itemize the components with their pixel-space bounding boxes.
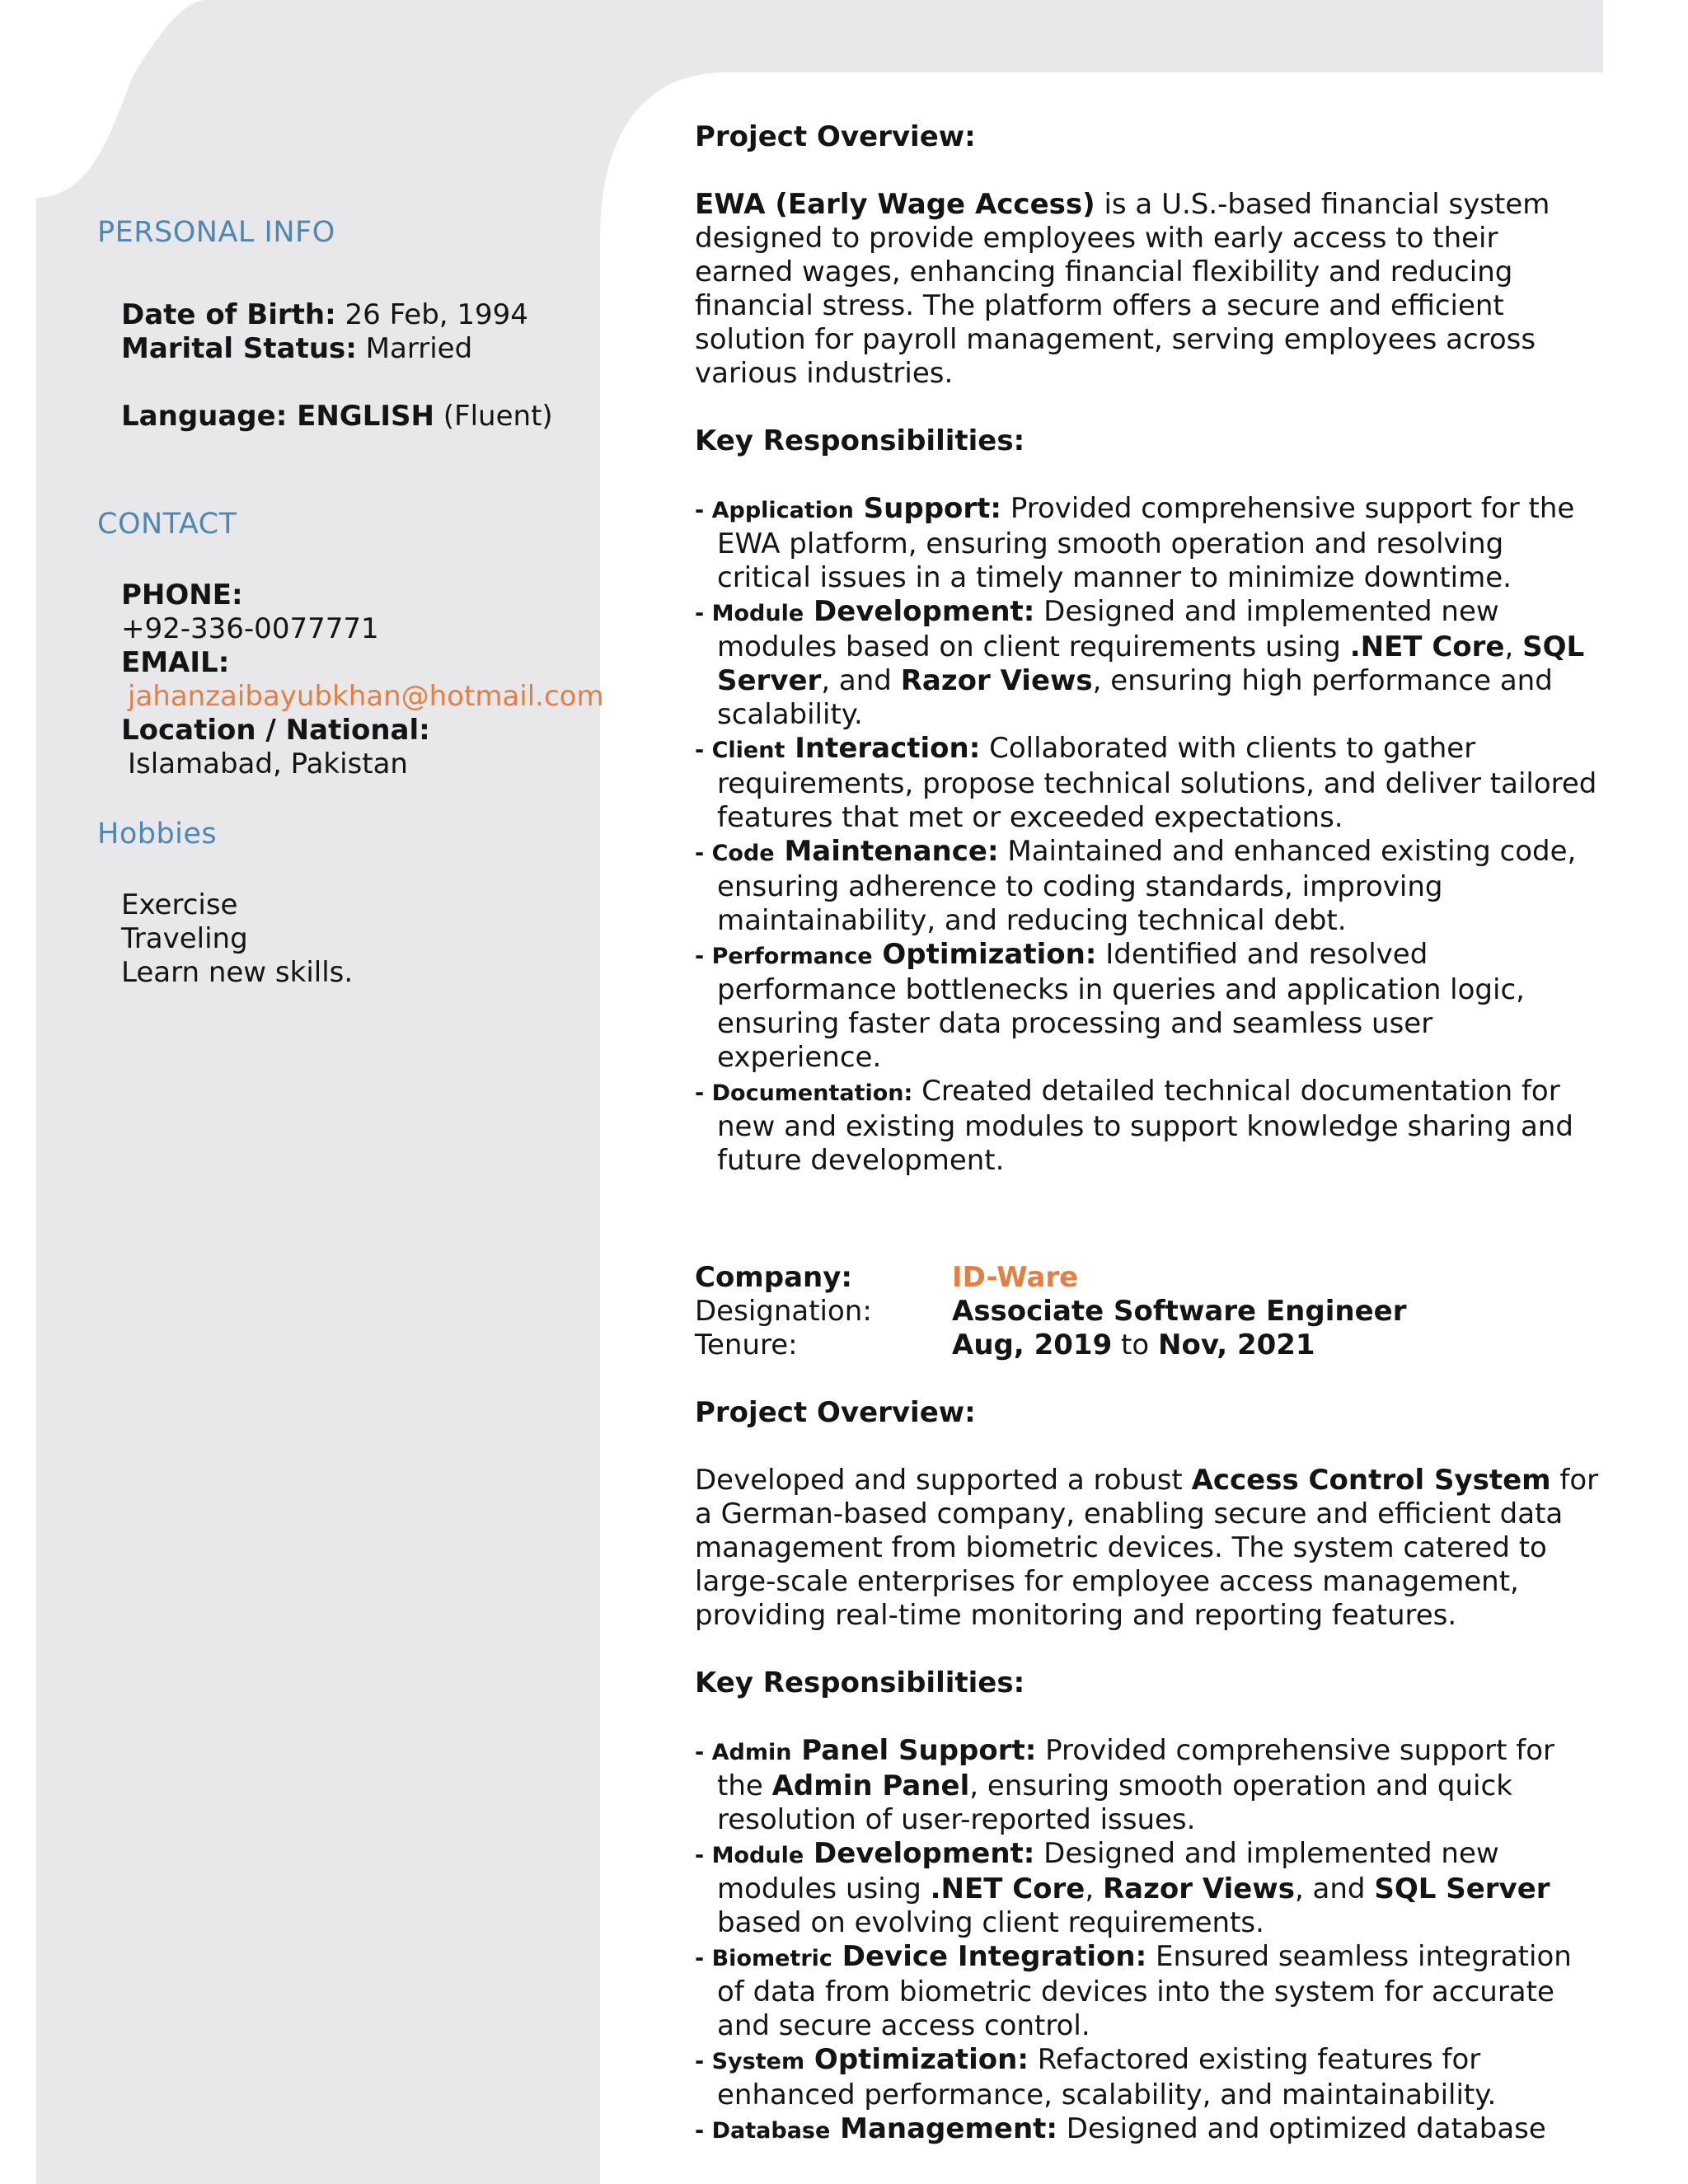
idware-overview-text [695, 1464, 1601, 1633]
list-item [695, 1734, 1601, 1837]
list-item [695, 492, 1601, 595]
resp-bold: SQL Server [717, 630, 1585, 697]
phone-value: +92-336-0077771 [121, 612, 379, 645]
list-item [695, 1075, 1601, 1178]
resp-text: Designed and implemented new modules based on client requirements using [717, 595, 1499, 663]
resp-title: Support: [853, 492, 1002, 525]
tenure-label: Tenure: [695, 1329, 798, 1361]
location-label: Location / National: [121, 714, 430, 747]
tenure-row [695, 1329, 1601, 1362]
resp-prefix: - Documentation: [695, 1080, 913, 1106]
resp-prefix: - Module [695, 1843, 804, 1868]
resp-title: Maintenance: [774, 835, 999, 868]
phone-label: PHONE: [121, 579, 243, 612]
tenure-from: Aug, 2019 [952, 1329, 1113, 1361]
resp-text: , and [821, 664, 901, 697]
sidebar [97, 216, 625, 990]
main-content [695, 120, 1601, 2148]
ewa-resp-list [695, 492, 1601, 1178]
contact-heading: CONTACT [97, 508, 237, 541]
hobby-item: Learn new skills. [121, 956, 354, 989]
designation-label: Designation: [695, 1295, 872, 1328]
designation-value: Associate Software Engineer [952, 1295, 1407, 1328]
resp-text: based on evolving client requirements. [717, 1906, 1264, 1939]
list-item [695, 1940, 1601, 2043]
ewa-resp-heading: Key Responsibilities: [695, 424, 1025, 457]
resp-text: Provided comprehensive support for the [717, 1734, 1555, 1802]
resp-prefix: - Module [695, 601, 804, 626]
ewa-overview-heading: Project Overview: [695, 120, 976, 153]
dob-line [121, 298, 625, 332]
resp-text: Maintained and enhanced existing code, ensuring adherence to coding standards, improving maintainability, and reducing technical debt. [717, 835, 1577, 937]
hobby-item: Exercise [121, 888, 238, 921]
ewa-overview-bold: EWA (Early Wage Access) [695, 188, 1095, 221]
resp-prefix: - Performance [695, 944, 873, 969]
hobbies-heading: Hobbies [97, 818, 218, 851]
resp-text: Designed and optimized database [1057, 2112, 1546, 2145]
list-item [695, 1837, 1601, 1940]
contact-block [97, 579, 625, 781]
resp-bold: SQL Server [1374, 1872, 1550, 1905]
email-link[interactable]: jahanzaibayubkhan@hotmail.com [128, 680, 604, 713]
tenure-to-word: to [1112, 1329, 1158, 1361]
resp-bold: Admin Panel [771, 1769, 970, 1802]
personal-info-block [97, 298, 625, 434]
resp-title: Development: [804, 1837, 1035, 1870]
resp-prefix: - Database [695, 2118, 831, 2144]
language-value: (Fluent) [434, 400, 553, 433]
designation-row [695, 1295, 1601, 1329]
resp-bold: .NET Core [930, 1872, 1085, 1905]
resp-title: Device Integration: [832, 1940, 1147, 1973]
resp-text: Ensured seamless integration of data from biometric devices into the system for accurate and secure access control. [717, 1940, 1572, 2042]
hobby-item: Traveling [121, 922, 248, 955]
resp-text: Refactored existing features for enhanced performance, scalability, and maintainability. [717, 2043, 1497, 2111]
idware-overview-bold: Access Control System [1191, 1464, 1551, 1497]
email-label: EMAIL: [121, 646, 230, 679]
tenure-value [952, 1329, 1315, 1362]
idware-resp-list [695, 1734, 1601, 2148]
resp-text: , and [1294, 1872, 1375, 1905]
marital-value: Married [356, 332, 473, 365]
resp-prefix: - Application [695, 498, 854, 523]
company-label: Company: [695, 1261, 852, 1294]
list-item [695, 732, 1601, 835]
resp-prefix: - Client [695, 738, 785, 763]
list-item [695, 938, 1601, 1075]
list-item [695, 2043, 1601, 2112]
idware-overview-rest: for a German-based company, enabling secure and efficient data management from biometric devices. The system catered to large-scale enterprises for employee access management, providing real-time monitoring and reporting features. [695, 1464, 1599, 1632]
resp-bold: Razor Views [900, 664, 1093, 697]
location-value: Islamabad, Pakistan [128, 748, 408, 780]
resp-text: Designed and implemented new modules using [717, 1837, 1499, 1905]
resp-text: , [1085, 1872, 1103, 1905]
resp-text: Provided comprehensive support for the EWA platform, ensuring smooth operation and resolving critical issues in a timely manner to minimize downtime. [717, 492, 1575, 594]
resp-title: Management: [830, 2112, 1057, 2145]
resp-bold: .NET Core [1349, 630, 1505, 663]
language-label: Language: ENGLISH [121, 400, 434, 433]
list-item [695, 2112, 1601, 2148]
company-name: ID-Ware [952, 1261, 1079, 1294]
ewa-overview-rest: is a U.S.-based financial system designed to provide employees with early access to their earned wages, enhancing financial flexibility and reducing financial stress. The platform offers a secure and efficient solution for payroll management, serving employees across various industries. [695, 188, 1550, 390]
dob-label: Date of Birth: [121, 298, 336, 331]
idware-overview-heading: Project Overview: [695, 1396, 976, 1429]
resp-prefix: - Biometric [695, 1946, 832, 1971]
resp-title: Panel Support: [791, 1734, 1037, 1767]
resp-text: , [1504, 630, 1523, 663]
resp-text: , ensuring high performance and scalability. [717, 664, 1553, 731]
resp-title: Optimization: [872, 938, 1097, 971]
company-row [695, 1261, 1601, 1295]
marital-line [121, 332, 625, 366]
resp-bold: Razor Views [1102, 1872, 1295, 1905]
resp-text: , ensuring smooth operation and quick resolution of user-reported issues. [717, 1769, 1512, 1836]
resp-text: Identified and resolved performance bottlenecks in queries and application logic, ensuring faster data processing and seamless user experience. [717, 938, 1525, 1074]
marital-label: Marital Status: [121, 332, 357, 365]
tenure-to: Nov, 2021 [1158, 1329, 1315, 1361]
list-item [695, 835, 1601, 938]
resp-title: Development: [804, 595, 1035, 628]
resp-prefix: - Code [695, 841, 775, 866]
dob-value: 26 Feb, 1994 [335, 298, 528, 331]
personal-info-heading: PERSONAL INFO [97, 216, 335, 249]
resp-title: Optimization: [804, 2043, 1029, 2076]
ewa-overview-text [695, 188, 1601, 391]
resp-text: Collaborated with clients to gather requirements, propose technical solutions, and deliver tailored features that met or exceeded expectations. [717, 732, 1597, 834]
hobbies-list [97, 888, 625, 990]
language-line [121, 400, 625, 434]
resp-prefix: - System [695, 2049, 805, 2074]
resp-text: Created detailed technical documentation for new and existing modules to support knowledge sharing and future development. [717, 1075, 1573, 1177]
idware-overview-pre: Developed and supported a robust [695, 1464, 1192, 1497]
idware-resp-heading: Key Responsibilities: [695, 1666, 1025, 1699]
resp-title: Interaction: [785, 732, 981, 765]
resp-prefix: - Admin [695, 1740, 792, 1765]
list-item [695, 595, 1601, 732]
